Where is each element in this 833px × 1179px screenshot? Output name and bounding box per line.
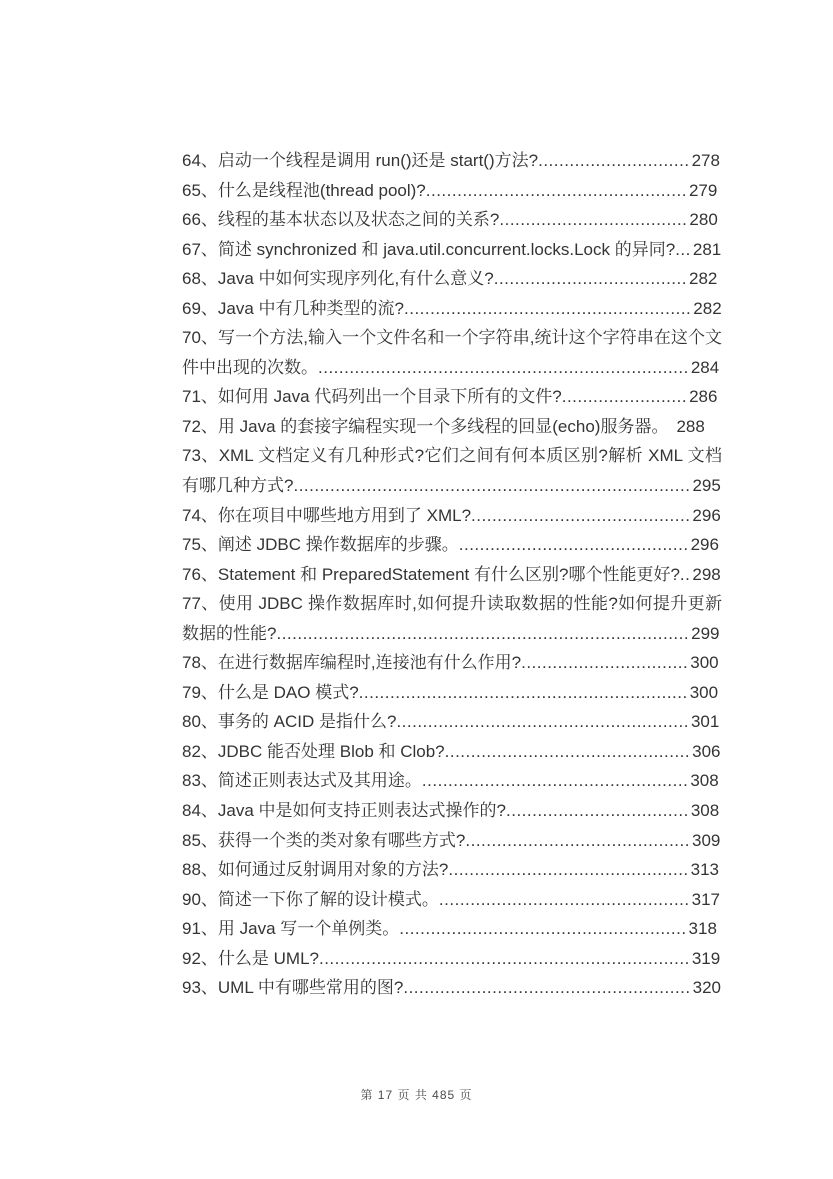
toc-page-number: 318 xyxy=(688,919,717,939)
toc-leader: .............................................. xyxy=(448,860,689,880)
toc-page-number: 299 xyxy=(691,623,720,643)
toc-entry-text: 76、Statement 和 PreparedStatement 有什么区别?哪个性能更好? xyxy=(182,564,680,584)
toc-page-number: 281 xyxy=(692,239,722,259)
toc-entry xyxy=(182,412,722,442)
toc-page-number: 298 xyxy=(692,564,721,584)
toc-leader: .................................................. xyxy=(425,180,687,200)
toc-entry xyxy=(182,264,722,294)
toc-page-number: 280 xyxy=(689,210,718,230)
toc-leader: ............................................................................ xyxy=(293,476,691,496)
toc-entry-text: 85、获得一个类的类对象有哪些方式? xyxy=(182,830,466,850)
toc-entry-text: 67、简述 synchronized 和 java.util.concurrent.locks.Lock 的异同? xyxy=(182,239,676,259)
toc-leader: ................................................ xyxy=(438,889,690,909)
toc-page-number: 301 xyxy=(690,712,720,732)
toc-entry xyxy=(182,146,722,176)
toc-page-number: 319 xyxy=(691,948,721,968)
toc-entry xyxy=(182,235,722,265)
toc-leader: ........................................... xyxy=(465,830,690,850)
toc-entry-text: 74、你在项目中哪些地方用到了 XML? xyxy=(182,505,472,525)
toc-leader: ....................................................................... xyxy=(318,948,690,968)
toc-list xyxy=(182,146,722,1003)
toc-entry xyxy=(182,382,722,412)
toc-page-number: 308 xyxy=(690,801,720,821)
toc-leader: ........................................................ xyxy=(396,712,689,732)
toc-entry xyxy=(182,914,722,944)
toc-entry xyxy=(182,441,722,500)
toc-entry-text: 69、Java 中有几种类型的流? xyxy=(182,298,404,318)
toc-entry xyxy=(182,944,722,974)
toc-page-number: 282 xyxy=(693,298,722,318)
toc-leader: ............................................... xyxy=(444,741,691,761)
toc-leader: ....................................................... xyxy=(403,978,691,998)
toc-page-number: 317 xyxy=(691,889,721,909)
toc-entry-text: 93、UML 中有哪些常用的图? xyxy=(182,978,404,998)
toc-leader: ................................... xyxy=(506,801,689,821)
toc-leader: ....................................................... xyxy=(399,919,687,939)
toc-entry xyxy=(182,589,722,648)
toc-entry-text: 84、Java 中是如何支持正则表达式操作的? xyxy=(182,801,506,821)
toc-entry xyxy=(182,766,722,796)
toc-entry-text: 91、用 Java 写一个单例类。 xyxy=(182,919,400,939)
toc-page-number: 295 xyxy=(692,476,721,496)
toc-entry-text: 68、Java 中如何实现序列化,有什么意义? xyxy=(182,269,494,289)
toc-entry xyxy=(182,530,722,560)
toc-entry xyxy=(182,737,722,767)
toc-leader: .......................................... xyxy=(471,505,691,525)
toc-entry xyxy=(182,294,722,324)
toc-entry-text: 79、什么是 DAO 模式? xyxy=(182,682,359,702)
toc-page-number: 313 xyxy=(690,860,720,880)
toc-entry-text: 88、如何通过反射调用对象的方法? xyxy=(182,860,449,880)
toc-entry xyxy=(182,707,722,737)
toc-entry xyxy=(182,205,722,235)
toc-page-number: 288 xyxy=(676,416,705,436)
toc-entry-text: 77、使用 JDBC 操作数据库时,如何提升读取数据的性能?如何提升更新数据的性能? xyxy=(182,594,722,643)
toc-entry-text: 92、什么是 UML? xyxy=(182,948,319,968)
toc-entry-text: 72、用 Java 的套接字编程实现一个多线程的回显(echo)服务器。 xyxy=(182,416,669,436)
toc-entry-text: 80、事务的 ACID 是指什么? xyxy=(182,712,397,732)
page-footer xyxy=(0,1087,833,1103)
toc-leader: ............................................ xyxy=(458,535,689,555)
toc-page-number: 309 xyxy=(691,830,721,850)
toc-entry xyxy=(182,176,722,206)
toc-leader: ... xyxy=(675,239,691,259)
toc-entry xyxy=(182,678,722,708)
toc-entry-text: 66、线程的基本状态以及状态之间的关系? xyxy=(182,210,500,230)
toc-page-number: 296 xyxy=(692,505,721,525)
toc-entry xyxy=(182,885,722,915)
toc-leader: ............................................................................... xyxy=(276,623,690,643)
toc-leader: ....................................................... xyxy=(404,298,692,318)
footer-page-indicator: 第 17 页 共 485 页 xyxy=(360,1088,473,1102)
toc-entry-text: 82、JDBC 能否处理 Blob 和 Clob? xyxy=(182,741,445,761)
toc-entry-text: 83、简述正则表达式及其用途。 xyxy=(182,771,422,791)
toc-leader: ..................................... xyxy=(493,269,687,289)
toc-entry xyxy=(182,501,722,531)
toc-page-number: 300 xyxy=(690,653,719,673)
toc-entry xyxy=(182,323,722,382)
toc-entry xyxy=(182,560,722,590)
toc-entry xyxy=(182,648,722,678)
toc-leader: .. xyxy=(679,564,691,584)
toc-leader: ........................ xyxy=(561,387,688,407)
toc-page-number: 296 xyxy=(690,535,719,555)
toc-leader: ....................................................................... xyxy=(318,357,689,377)
toc-leader: ............................. xyxy=(538,151,690,170)
toc-leader: ................................................... xyxy=(421,771,689,791)
toc-entry xyxy=(182,826,722,856)
toc-entry-text: 71、如何用 Java 代码列出一个目录下所有的文件? xyxy=(182,387,562,407)
toc-page-number: 308 xyxy=(690,771,719,791)
toc-leader: ............................................................... xyxy=(358,682,688,702)
toc-leader: ................................ xyxy=(521,653,689,673)
toc-page-number: 284 xyxy=(690,357,720,377)
toc-leader: .................................... xyxy=(499,210,688,230)
toc-entry xyxy=(182,796,722,826)
toc-page-number: 306 xyxy=(692,741,721,761)
toc-entry-text: 70、写一个方法,输入一个文件名和一个字符串,统计这个字符串在这个文件中出现的次数。 xyxy=(182,328,722,377)
toc-entry-text: 73、XML 文档定义有几种形式?它们之间有何本质区别?解析 XML 文档有哪几种方式? xyxy=(182,446,722,496)
toc-page-number: 278 xyxy=(691,151,720,170)
toc-entry-text: 65、什么是线程池(thread pool)? xyxy=(182,180,426,200)
toc-entry-text: 78、在进行数据库编程时,连接池有什么作用? xyxy=(182,653,522,673)
toc-page-number: 282 xyxy=(688,269,718,289)
toc-page-number: 286 xyxy=(689,387,718,407)
toc-entry-text: 90、简述一下你了解的设计模式。 xyxy=(182,889,439,909)
toc-page-number: 320 xyxy=(692,978,722,998)
toc-entry xyxy=(182,855,722,885)
toc-entry-text: 64、启动一个线程是调用 run()还是 start()方法? xyxy=(182,151,539,170)
toc-entry xyxy=(182,973,722,1003)
toc-entry-text: 75、阐述 JDBC 操作数据库的步骤。 xyxy=(182,535,459,555)
toc-page-number: 279 xyxy=(688,180,718,200)
toc-page-number: 300 xyxy=(689,682,719,702)
